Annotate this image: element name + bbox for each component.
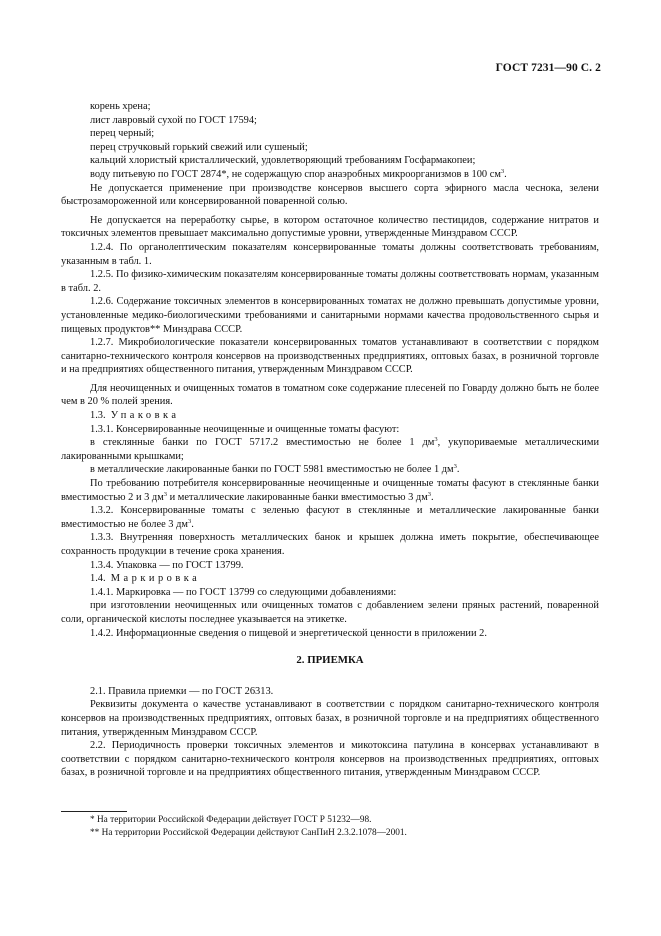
paragraph	[61, 463, 599, 477]
document-page	[61, 0, 599, 936]
paragraph-text: По требованию потребителя консервированные неочищенные и очищенные томаты фасуют в стеклянные банки вместимостью 2 и 3 дм	[61, 478, 599, 503]
paragraph: 1.2.7. Микробиологические показатели консервированных томатов устанавливают в соответствии с порядком санитарно-технического контроля консервов на производственных предприятиях, оптовых базах, в розничной торговле и на предприятиях общественного питания, утвержденным Минздравом СССР.	[61, 337, 599, 376]
paragraph-text: 1.3.2. Консервированные томаты с зеленью фасуют в стеклянные и металлические лакированные банки вместимостью не более 3 дм	[61, 505, 599, 530]
paragraph: 2.1. Правила приемки — по ГОСТ 26313.	[90, 685, 274, 697]
superscript: 3	[434, 436, 438, 444]
footnote-divider	[61, 811, 127, 812]
paragraph: 1.3.3. Внутренняя поверхность металлических банок и крышек должна иметь покрытие, обеспечивающее сохранность продукции в течение срока хранения.	[61, 532, 599, 557]
subsection-heading-marking	[61, 572, 599, 586]
superscript: 3	[187, 517, 192, 525]
paragraph-text: и металлические лакированные банки вместимостью 3 дм	[167, 491, 428, 503]
paragraph: 1.2.5. По физико-химическим показателям консервированные томаты должны соответствовать нормам, указанным в табл. 2.	[61, 269, 599, 294]
paragraph: Реквизиты документа о качестве устанавливают в соответствии с порядком санитарно-технического контроля консервов на производственных предприятиях, оптовых базах, в розничной торговле и на предприятиях общественного питания, утвержденным Минздравом СССР.	[61, 699, 599, 738]
paragraph-text: .	[191, 518, 194, 530]
footnote: ** На территории Российской Федерации действуют СанПиН 2.3.2.1078—2001.	[90, 828, 407, 838]
subsection-heading-packaging	[61, 409, 599, 423]
page-header: ГОСТ 7231—90 С. 2	[495, 62, 601, 74]
paragraph: 1.2.4. По органолептическим показателям консервированные томаты должны соответствовать требованиям, указанным в табл. 1.	[61, 241, 599, 267]
paragraph: Не допускается на переработку сырье, в котором остаточное количество пестицидов, содержание нитратов и токсичных элементов превышает максимально допустимые уровни, утвержденные Минздравом СССР.	[61, 214, 599, 240]
paragraph-text: , укупориваемые металлическими лакированными крышками;	[61, 437, 600, 462]
paragraph: 1.2.6. Содержание токсичных элементов в консервированных томатах не должно превышать допустимые уровни, установленные медико-биологическими требованиями и санитарными нормами качества продовольственного сырья и пищевых продуктов** Минздрава СССР.	[61, 296, 599, 335]
paragraph	[61, 436, 599, 463]
paragraph: воду питьевую по ГОСТ 2874*, не содержащую спор анаэробных микроорганизмов в 100 $см^3$.	[90, 167, 507, 180]
subsection-number: 1.3.	[90, 410, 106, 422]
paragraph: лист лавровый сухой по ГОСТ 17594;	[90, 114, 257, 126]
document-body	[61, 100, 599, 780]
paragraph: 1.4.2. Информационные сведения о пищевой и энергетической ценности в приложении 2.	[90, 627, 487, 639]
paragraph: перец черный;	[90, 128, 155, 140]
superscript: 3	[163, 490, 168, 498]
paragraph: Для неочищенных и очищенных томатов в томатном соке содержание плесеней по Говарду должно быть не более чем в 20 % полей зрения.	[61, 382, 599, 408]
paragraph: 2.2. Периодичность проверки токсичных элементов и микотоксина патулина в консервах устанавливают в соответствии с порядком санитарно-технического контроля консервов на производственных предприятиях, оптовых базах, в розничной торговле и на предприятиях общественного питания, утвержденным Минздравом СССР.	[61, 740, 599, 779]
superscript: 3	[427, 490, 432, 498]
paragraph: 1.3.1. Консервированные неочищенные и очищенные томаты фасуют:	[90, 423, 400, 435]
paragraph: перец стручковый горький свежий или сушеный;	[90, 141, 308, 153]
paragraph: Не допускается применение при производстве консервов высшего сорта эфирного масла чеснока, зелени быстрозамороженной или консервированной поваренной солью.	[61, 182, 599, 208]
subsection-number: 1.4.	[90, 573, 106, 585]
paragraph	[61, 477, 599, 504]
paragraph-text: .	[456, 464, 460, 476]
subsection-title: Маркировка	[110, 573, 201, 585]
paragraph	[61, 504, 599, 531]
paragraph-text: .	[431, 491, 434, 503]
paragraph-text: в металлические лакированные банки по ГОСТ 5981 вместимостью не более 1 дм	[90, 464, 454, 476]
paragraph: 1.3.4. Упаковка — по ГОСТ 13799.	[90, 559, 244, 571]
subsection-title: Упаковка	[110, 410, 180, 422]
paragraph: при изготовлении неочищенных или очищенных томатов с добавлением зелени пряных растений, поваренной соли, органической кислоты последнее указывается на этикетке.	[61, 600, 599, 625]
paragraph-text: воду питьевую по ГОСТ 2874*, не содержащую спор анаэробных микроорганизмов в 100 см	[90, 168, 501, 180]
paragraph-text: в стеклянные банки по ГОСТ 5717.2 вместимостью не более 1 дм	[90, 437, 435, 449]
superscript: 3	[500, 167, 505, 175]
paragraph: 1.4.1. Маркировка — по ГОСТ 13799 со следующими добавлениями:	[90, 586, 397, 598]
section-heading: 2. ПРИЕМКА	[296, 654, 364, 667]
superscript: 3	[453, 463, 457, 471]
paragraph: кальций хлористый кристаллический, удовлетворяющий требованиям Госфармакопеи;	[90, 155, 476, 167]
footnotes	[61, 814, 599, 840]
paragraph: корень хрена;	[90, 101, 151, 112]
footnote: * На территории Российской Федерации действует ГОСТ Р 51232—98.	[90, 815, 372, 825]
